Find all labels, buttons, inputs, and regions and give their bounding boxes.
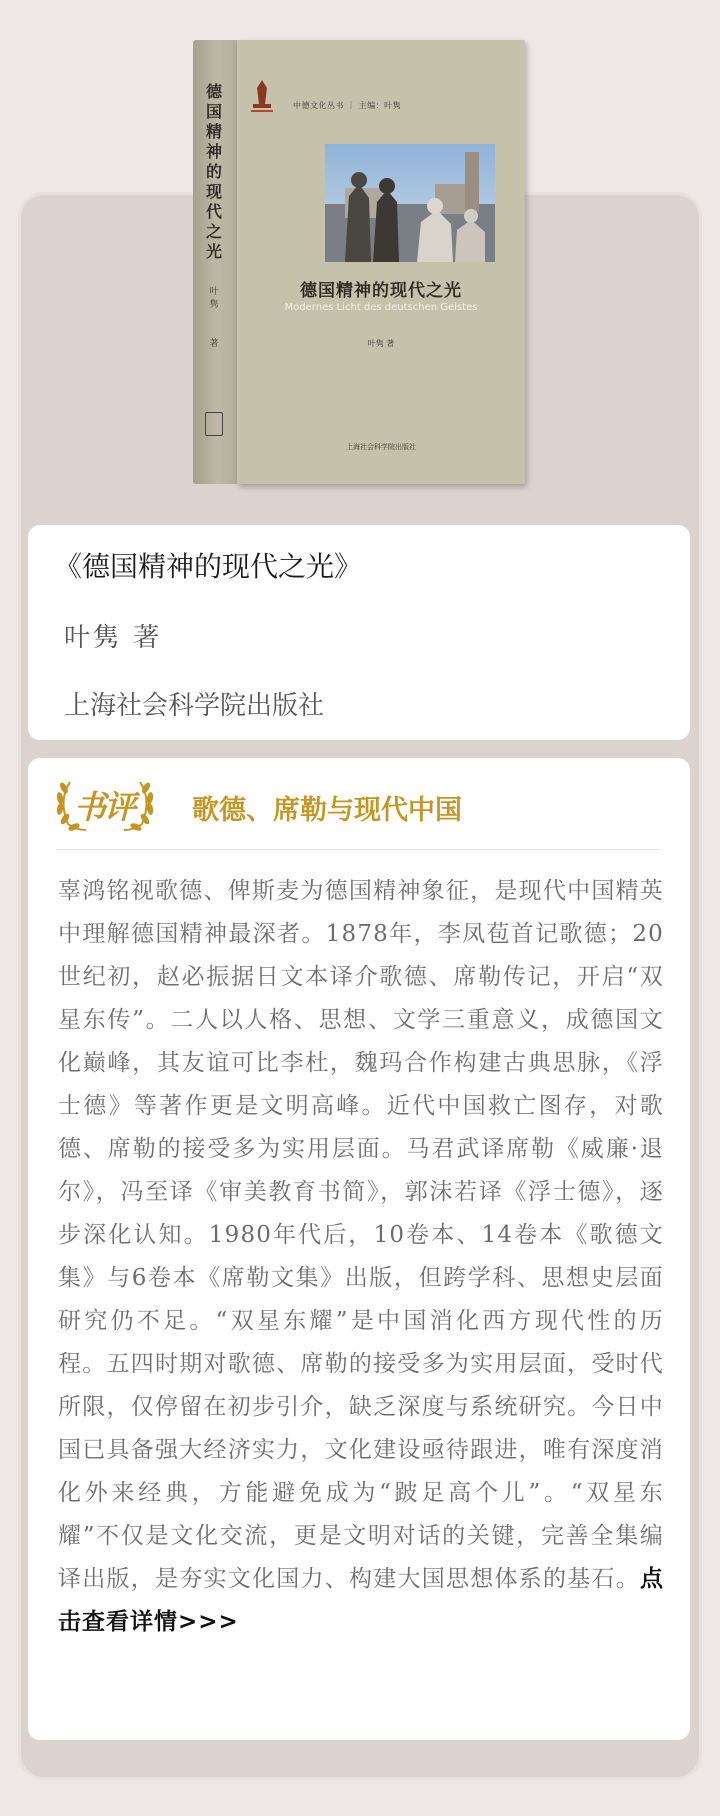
review-card — [28, 758, 690, 1740]
review-body — [58, 870, 664, 1644]
cover-author: 叶隽 著 — [367, 339, 395, 348]
spine-title: 德 国 精 神 的 现 代 之 光 — [205, 82, 222, 261]
book-cover-image — [193, 40, 525, 484]
review-badge — [52, 776, 158, 834]
book-publisher: 上海社会科学院出版社 — [64, 691, 325, 721]
cover-title: 德国精神的现代之光 — [300, 281, 462, 301]
book-info-card — [28, 525, 690, 740]
review-body-text: 辜鸿铭视歌德、俾斯麦为德国精神象征，是现代中国精英中理解德国精神最深者。1878年，李凤苞首记歌德；20世纪初，赵必振据日文本译介歌德、席勒传记，开启“双星东传”。二人以人格、思想、文学三重意义，成德国文化巅峰，其友谊可比李杜，魏玛合作构建古典思脉，《浮士德》等著作更是文明高峰。近代中国救亡图存，对歌德、席勒的接受多为实用层面。马君武译席勒《威廉·退尔》，冯至译《审美教育书简》，郭沫若译《浮士德》，逐步深化认知。1980年代后，10卷本、14卷本《歌德文集》与6卷本《席勒文集》出版，但跨学科、思想史层面研究仍不足。“双星东耀”是中国消化西方现代性的历程。五四时期对歌德、席勒的接受多为实用层面，受时代所限，仅停留在初步引介，缺乏深度与系统研究。今日中国已具备强大经济实力，文化建设亟待跟进，唯有深度消化外来经典，方能避免成为“跛足高个儿”。“双星东耀”不仅是文化交流，更是文明对话的关键，完善全集编译出版，是夯实文化国力、构建大国思想体系的基石。 — [58, 878, 664, 1592]
book-front-cover — [237, 40, 525, 484]
cover-publisher: 上海社会科学院出版社 — [346, 443, 416, 451]
view-details-link[interactable]: 点击查看详情>>> — [58, 1566, 664, 1635]
book-spine — [193, 40, 237, 484]
divider — [56, 849, 662, 850]
cover-subtitle: Modernes Licht des deutschen Geistes — [284, 302, 478, 313]
review-badge-text: 书评 — [74, 788, 135, 826]
book-title: 《德国精神的现代之光》 — [54, 550, 363, 583]
book-author: 叶隽 著 — [64, 623, 163, 653]
spine-author: 叶 隽 著 — [209, 287, 219, 349]
series-text: 中德文化丛书 ｜ 主编：叶隽 — [293, 101, 402, 110]
cover-photo — [325, 144, 495, 262]
series-logo-icon — [247, 76, 277, 118]
publisher-logo-icon — [205, 412, 223, 436]
review-heading: 歌德、席勒与现代中国 — [192, 795, 462, 826]
